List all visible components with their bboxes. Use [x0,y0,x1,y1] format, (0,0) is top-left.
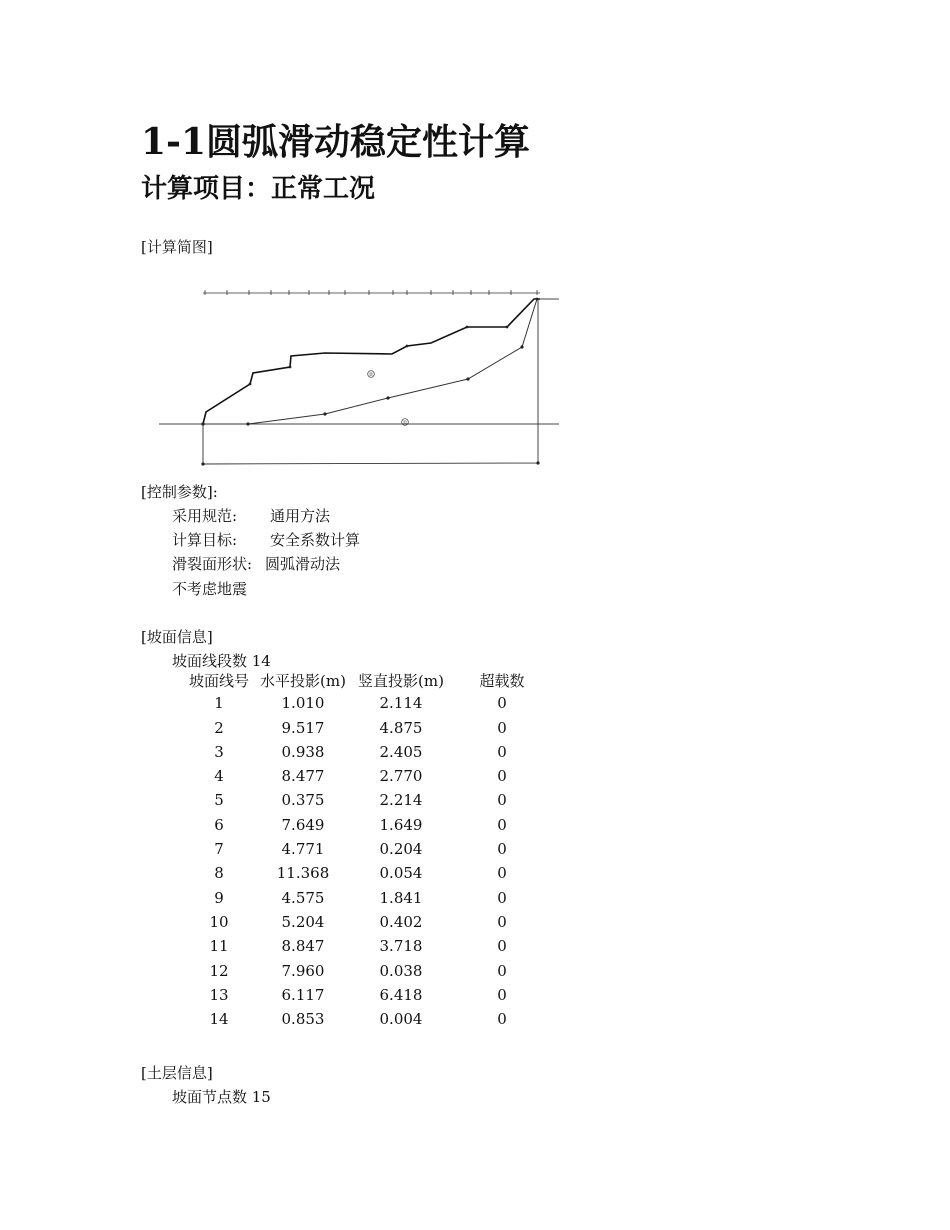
table-row [176,840,546,864]
seismic-note: 不考虑地震 [172,580,248,598]
cell-overload: 0 [497,937,507,956]
cell-horizontal: 7.649 [281,815,325,834]
cell-line-number: 8 [214,864,224,883]
diagram-section-label: [计算简图] [141,238,213,256]
table-row [176,694,546,718]
cell-line-number: 9 [214,888,224,907]
shape-value: 圆弧滑动法 [265,555,341,573]
spec-value: 通用方法 [270,507,331,525]
cell-vertical: 0.038 [379,961,423,980]
cell-vertical: 3.718 [379,937,423,956]
cell-line-number: 13 [209,985,229,1004]
cell-horizontal: 1.010 [281,694,325,713]
cell-horizontal: 4.575 [281,888,325,907]
cell-line-number: 6 [214,815,224,834]
cell-horizontal: 0.375 [281,791,325,810]
table-row [176,816,546,840]
cell-vertical: 6.418 [379,985,423,1004]
header-horizontal: 水平投影(m) [260,672,346,690]
cell-vertical: 0.204 [379,840,423,859]
cell-overload: 0 [497,1010,507,1029]
shape-label: 滑裂面形状: [172,555,253,573]
cell-vertical: 2.214 [379,791,423,810]
cell-vertical: 4.875 [379,718,423,737]
node-markers [201,298,539,466]
model-boundary [203,299,538,464]
page-subtitle: 计算项目：正常工况 [141,174,376,204]
slope-table [176,670,546,1034]
table-header-row [176,670,546,694]
cell-vertical: 2.770 [379,767,423,786]
cell-line-number: 7 [214,840,224,859]
cell-overload: 0 [497,961,507,980]
cell-overload: 0 [497,985,507,1004]
cell-line-number: 2 [214,718,224,737]
cell-vertical: 2.114 [379,694,423,713]
table-row [176,1010,546,1034]
cell-overload: 0 [497,767,507,786]
cell-vertical: 0.402 [379,912,423,931]
cell-horizontal: 11.368 [276,864,330,883]
cell-overload: 0 [497,718,507,737]
soil-section-label: [土层信息] [141,1064,213,1082]
control-section-label: [控制参数]: [141,483,218,501]
cell-horizontal: 9.517 [281,718,325,737]
cell-horizontal: 7.960 [281,961,325,980]
cell-line-number: 1 [214,694,224,713]
header-overload: 超载数 [479,672,525,690]
header-line-number: 坡面线号 [188,672,249,690]
cell-overload: 0 [497,864,507,883]
cell-vertical: 0.004 [379,1010,423,1029]
cell-horizontal: 0.853 [281,1010,325,1029]
table-row [176,743,546,767]
cell-horizontal: 5.204 [281,912,325,931]
table-row [176,937,546,961]
cell-overload: 0 [497,742,507,761]
cell-overload: 0 [497,815,507,834]
slope-diagram [155,280,565,475]
goal-value: 安全系数计算 [270,531,361,549]
cell-line-number: 11 [209,937,229,956]
page-title: 1-1圆弧滑动稳定性计算 [141,121,531,163]
cell-vertical: 1.841 [379,888,423,907]
spec-label: 采用规范: [172,507,238,525]
cell-line-number: 4 [214,767,224,786]
cell-overload: 0 [497,912,507,931]
goal-label: 计算目标: [172,531,238,549]
cell-vertical: 2.405 [379,742,423,761]
cell-line-number: 10 [209,912,229,931]
cell-line-number: 3 [214,742,224,761]
cell-overload: 0 [497,888,507,907]
cell-vertical: 0.054 [379,864,423,883]
cell-horizontal: 0.938 [281,742,325,761]
cell-overload: 0 [497,791,507,810]
table-row [176,719,546,743]
slope-section-label: [坡面信息] [141,628,213,646]
slope-surface [203,299,540,424]
table-row [176,864,546,888]
cell-overload: 0 [497,840,507,859]
cell-horizontal: 6.117 [281,985,325,1004]
layer-1-label: ① [402,420,408,426]
top-scale-line [203,290,540,295]
table-row [176,913,546,937]
cell-horizontal: 8.477 [281,767,325,786]
header-vertical: 竖直投影(m) [358,672,444,690]
table-row [176,889,546,913]
cell-vertical: 1.649 [379,815,423,834]
cell-line-number: 14 [209,1010,229,1029]
table-row [176,767,546,791]
cell-horizontal: 8.847 [281,937,325,956]
cell-line-number: 12 [209,961,229,980]
table-row [176,986,546,1010]
slip-surface [203,299,537,424]
table-row [176,962,546,986]
cell-horizontal: 4.771 [281,840,325,859]
cell-line-number: 5 [214,791,224,810]
layer-2-label: ② [368,372,374,378]
cell-overload: 0 [497,694,507,713]
node-count: 坡面节点数 15 [172,1088,271,1106]
segment-count: 坡面线段数 14 [172,652,271,670]
table-row [176,791,546,815]
